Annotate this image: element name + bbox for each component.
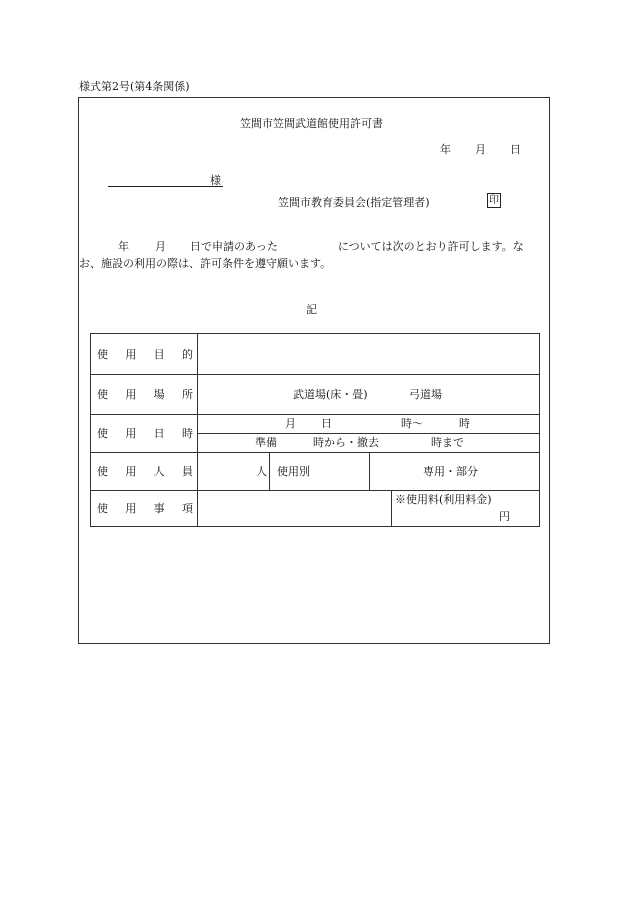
seal-box: 印 [489, 195, 499, 206]
dt-to: 時 [459, 417, 470, 430]
dt-from-withdraw: 時から・撤去 [313, 436, 379, 449]
body-line-2: お、施設の利用の際は、許可条件を遵守願います。 [79, 257, 332, 270]
dt-day: 日 [321, 417, 332, 430]
ki-heading: 記 [306, 303, 317, 316]
dt-month: 月 [285, 417, 296, 430]
place-dojo: 武道場(床・畳) [293, 388, 368, 401]
dt-from: 時〜 [401, 417, 423, 430]
place-label: 使 用 場 所 [97, 388, 193, 401]
body-rest: については次のとおり許可します。な [337, 240, 524, 253]
row-divider [91, 414, 539, 415]
purpose-label: 使 用 目 的 [97, 348, 193, 361]
issuer-name: 笠間市教育委員会(指定管理者) [278, 196, 430, 209]
sub-row-divider [197, 433, 539, 434]
datetime-label: 使 用 日 時 [97, 427, 193, 440]
issue-date [440, 143, 521, 156]
items-label: 使 用 事 項 [97, 502, 193, 515]
addressee-underline [108, 186, 223, 187]
dt-prep: 準備 [255, 436, 277, 449]
fee-label: ※使用料(利用料金) [395, 493, 492, 506]
form-number: 様式第2号(第4条関係) [79, 80, 190, 93]
fee-unit: 円 [499, 510, 510, 523]
body-line-1 [108, 240, 524, 253]
people-unit: 人 [256, 465, 267, 478]
row-divider [91, 452, 539, 453]
fee-divider [391, 490, 392, 526]
place-kyudojo: 弓道場 [409, 388, 442, 401]
people-divider [269, 452, 270, 490]
body-day-text: 日で申請のあった [190, 240, 278, 253]
usage-divider [369, 452, 370, 490]
body-month: 月 [155, 240, 166, 253]
usage-type-label: 使用別 [277, 465, 310, 478]
addressee-suffix: 様 [210, 174, 221, 187]
date-month: 月 [475, 143, 486, 156]
date-day: 日 [510, 143, 521, 156]
document-title: 笠間市笠間武道館使用許可書 [240, 117, 383, 130]
body-year: 年 [118, 240, 129, 253]
row-divider [91, 490, 539, 491]
label-separator [197, 334, 198, 526]
row-divider [91, 374, 539, 375]
people-label: 使 用 人 員 [97, 465, 193, 478]
date-year: 年 [440, 143, 451, 156]
dt-until: 時まで [431, 436, 464, 449]
info-table [90, 333, 540, 527]
usage-type-value: 専用・部分 [423, 465, 478, 478]
